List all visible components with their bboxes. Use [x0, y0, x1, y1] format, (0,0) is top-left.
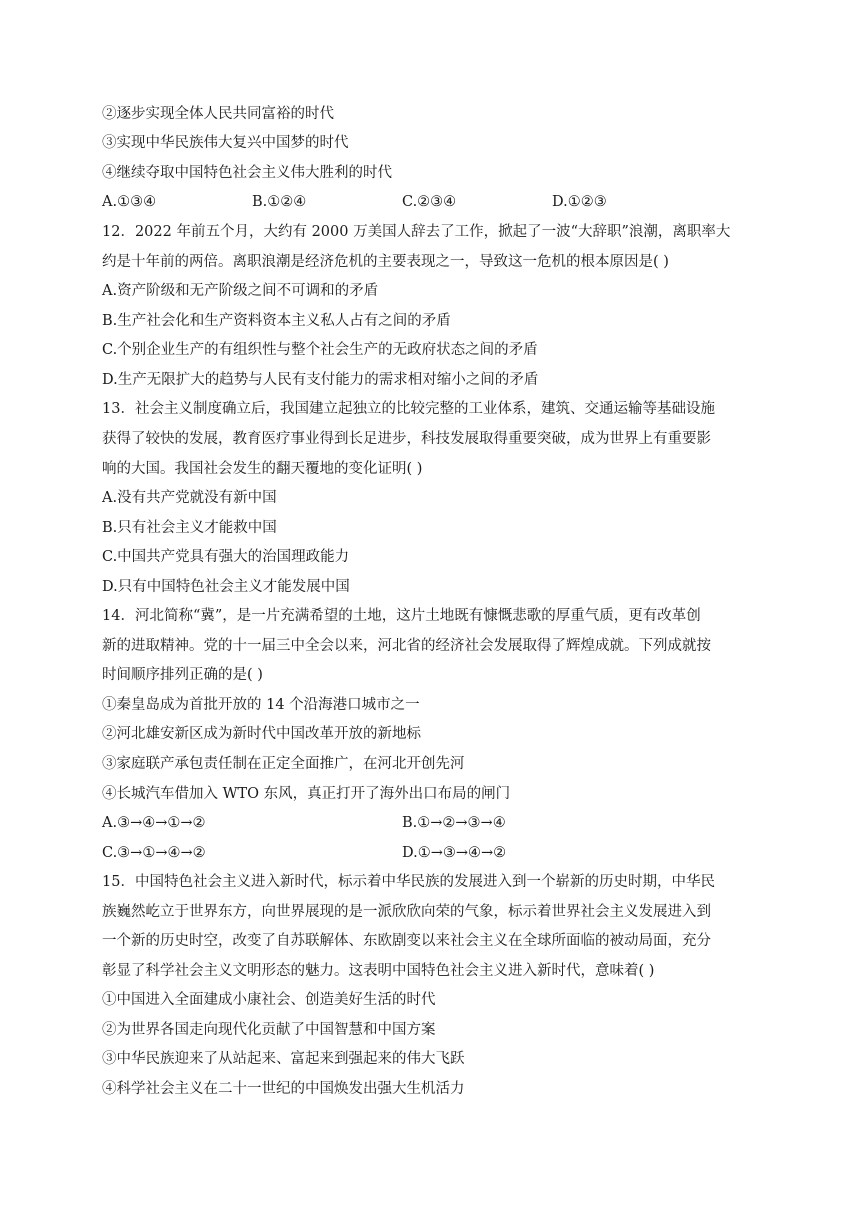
q13-stem-line-1: 13．社会主义制度确立后，我国建立起独立的比较完整的工业体系，建筑、交通运输等基础设施: [102, 401, 715, 417]
q13-stem-line-2: 获得了较快的发展，教育医疗事业得到长足进步，科技发展取得重要突破，成为世界上有重要影: [102, 431, 711, 447]
q14-option-d: D.①→③→④→②: [402, 845, 507, 861]
q12-stem-line-2: 约是十年前的两倍。离职浪潮是经济危机的主要表现之一，导致这一危机的根本原因是( ): [102, 254, 669, 270]
q15-item-2: ②为世界各国走向现代化贡献了中国智慧和中国方案: [102, 1022, 436, 1038]
q14-stem-line-2: 新的进取精神。党的十一届三中全会以来，河北省的经济社会发展取得了辉煌成就。下列成就按: [102, 638, 711, 654]
q14-option-b: B.①→②→③→④: [402, 815, 506, 831]
q14-item-4: ④长城汽车借加入 WTO 东风，真正打开了海外出口布局的闸门: [102, 786, 511, 802]
q13-option-a: A.没有共产党就没有新中国: [102, 490, 277, 506]
q14-item-1: ①秦皇岛成为首批开放的 14 个沿海港口城市之一: [102, 697, 420, 713]
q14-item-3: ③家庭联产承包责任制在正定全面推广，在河北开创先河: [102, 756, 465, 772]
q14-item-2: ②河北雄安新区成为新时代中国改革开放的新地标: [102, 726, 421, 742]
q15-stem-line-2: 族巍然屹立于世界东方，向世界展现的是一派欣欣向荣的气象，标示着世界社会主义发展进入到: [102, 904, 711, 920]
q15-item-3: ③中华民族迎来了从站起来、富起来到强起来的伟大飞跃: [102, 1051, 465, 1067]
q14-options-row-2: [102, 843, 762, 863]
q15-stem-line-4: 彰显了科学社会主义文明形态的魅力。这表明中国特色社会主义进入新时代，意味着( ): [102, 963, 655, 979]
q13-option-d: D.只有中国特色社会主义才能发展中国: [102, 579, 350, 595]
q11-item-2: ②逐步实现全体人民共同富裕的时代: [102, 106, 334, 122]
q13-option-c: C.中国共产党具有强大的治国理政能力: [102, 549, 350, 565]
q11-option-b: B.①②④: [252, 194, 307, 210]
q15-stem-line-1: 15．中国特色社会主义进入新时代，标示着中华民族的发展进入到一个崭新的历史时期，中华民: [102, 874, 715, 890]
q13-stem-line-3: 响的大国。我国社会发生的翻天覆地的变化证明( ): [102, 461, 423, 477]
q15-item-1: ①中国进入全面建成小康社会、创造美好生活的时代: [102, 992, 436, 1008]
q11-option-a: A.①③④: [102, 194, 157, 210]
q12-option-b: B.生产社会化和生产资料资本主义私人占有之间的矛盾: [102, 313, 451, 329]
q11-item-3: ③实现中华民族伟大复兴中国梦的时代: [102, 135, 349, 151]
q14-options-row-1: [102, 813, 762, 833]
q12-option-d: D.生产无限扩大的趋势与人民有支付能力的需求相对缩小之间的矛盾: [102, 372, 539, 388]
q11-item-4: ④继续夺取中国特色社会主义伟大胜利的时代: [102, 165, 392, 181]
q15-stem-line-3: 一个新的历史时空，改变了自苏联解体、东欧剧变以来社会主义在全球所面临的被动局面，充分: [102, 933, 711, 949]
q11-option-d: D.①②③: [552, 194, 607, 210]
q11-option-c: C.②③④: [402, 194, 457, 210]
q14-stem-line-1: 14．河北简称“冀”，是一片充满希望的土地，这片土地既有慷慨悲歌的厚重气质，更有改革创: [102, 608, 701, 624]
q14-stem-line-3: 时间顺序排列正确的是( ): [102, 667, 263, 683]
q13-option-b: B.只有社会主义才能救中国: [102, 520, 277, 536]
q12-stem-line-1: 12．2022 年前五个月，大约有 2000 万美国人辞去了工作，掀起了一波“大辞职”浪潮，离职率大: [102, 224, 731, 240]
q11-options: [102, 192, 762, 212]
q14-option-c: C.③→①→④→②: [102, 845, 206, 861]
q15-item-4: ④科学社会主义在二十一世纪的中国焕发出强大生机活力: [102, 1081, 465, 1097]
q12-option-c: C.个别企业生产的有组织性与整个社会生产的无政府状态之间的矛盾: [102, 342, 538, 358]
q14-option-a: A.③→④→①→②: [102, 815, 206, 831]
q12-option-a: A.资产阶级和无产阶级之间不可调和的矛盾: [102, 283, 379, 299]
